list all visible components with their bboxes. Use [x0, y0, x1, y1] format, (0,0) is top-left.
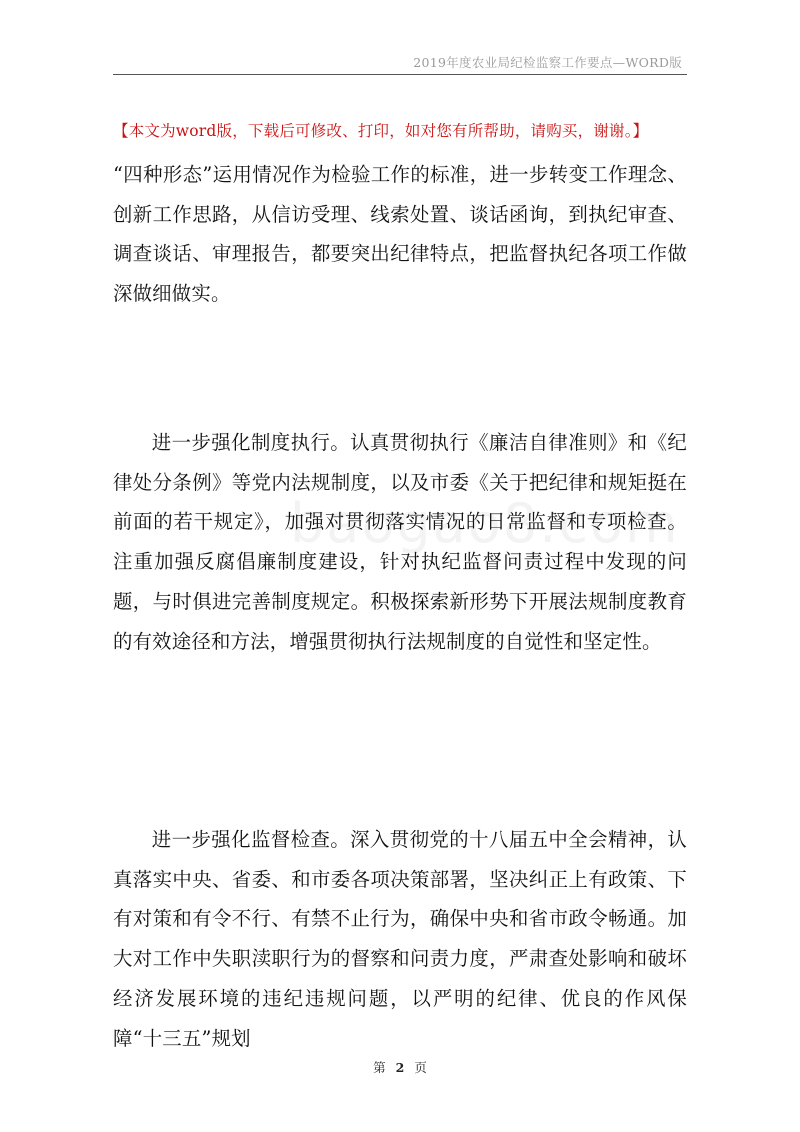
- paragraph-supervision-inspection: 进一步强化监督检查。深入贯彻党的十八届五中全会精神，认真落实中央、省委、和市委各项决策部署，坚决纠正上有政策、下有对策和有令不行、有禁不止行为，确保中央和省市政令畅通。加大对工作中失职渎职行为的督察和问责力度，严肃查处影响和破坏经济发展环境的违纪违规问题，以严明的纪律、优良的作风保障“十三五”规划: [113, 828, 687, 1050]
- header-divider: [113, 74, 687, 75]
- page-suffix: 页: [414, 1060, 427, 1075]
- paragraph-system-execution: 进一步强化制度执行。认真贯彻执行《廉洁自律准则》和《纪律处分条例》等党内法规制度，以及市委《关于把纪律和规矩挺在前面的若干规定》，加强对贯彻落实情况的日常监督和专项检查。注重加强反腐倡廉制度建设，针对执纪监督问责过程中发现的问题，与时俱进完善制度规定。积极探索新形势下开展法规制度教育的有效途径和方法，增强贯彻执行法规制度的自觉性和坚定性。: [113, 431, 687, 653]
- page-footer: [0, 1058, 800, 1076]
- download-notice: 【本文为word版，下载后可修改、打印，如对您有所帮助，请购买，谢谢。】: [113, 122, 649, 140]
- paragraph-continuation: “四种形态”运用情况作为检验工作的标准，进一步转变工作理念、创新工作思路，从信访受理、线索处置、谈话函询，到执纪审查、调查谈话、审理报告，都要突出纪律特点，把监督执纪各项工作做深做细做实。: [113, 163, 687, 306]
- page-number: 2: [395, 1060, 405, 1075]
- running-header: 2019年度农业局纪检监察工作要点—WORD版: [413, 55, 682, 70]
- page-prefix: 第: [373, 1060, 386, 1075]
